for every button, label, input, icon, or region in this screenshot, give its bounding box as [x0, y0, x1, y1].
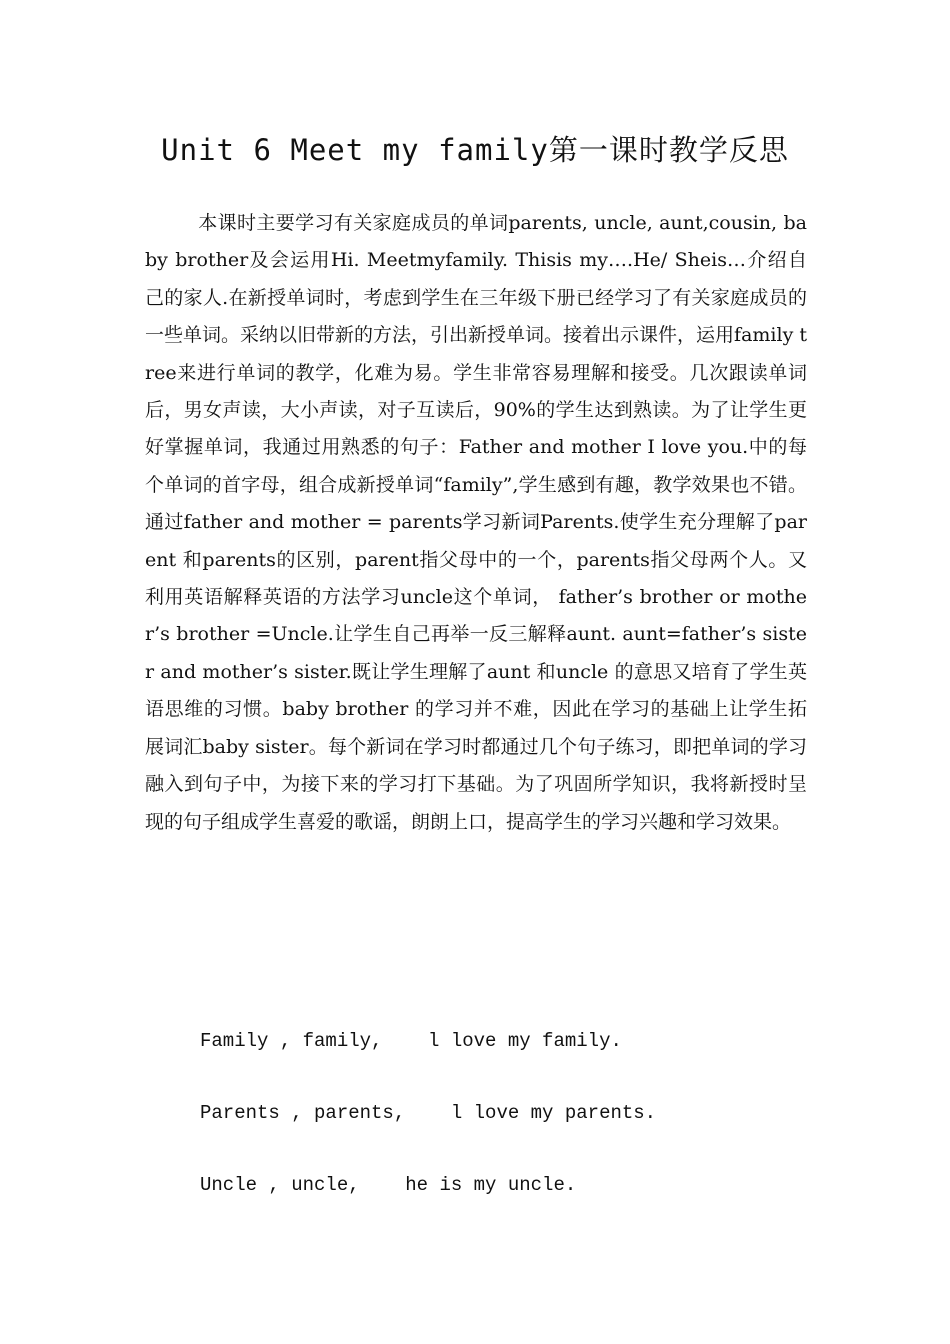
reflection-paragraph: 本课时主要学习有关家庭成员的单词parents, uncle, aunt,cousin, baby brother及会运用Hi. Meetmyfamily. Thisis my….He/ Sheis…介绍自己的家人.在新授单词时，考虑到学生在三年级下册已经学习了有关家庭成员的一些单词。采纳以旧带新的方法，引出新授单词。接着出示课件，运用family tree来进行单词的教学，化难为易。学生非常容易理解和接受。几次跟读单词后，男女声读，大小声读，对子互读后，90%的学生达到熟读。为了让学生更好掌握单词，我通过用熟悉的句子：Father and mother I love you.中的每个单词的首字母，组合成新授单词“family”,学生感到有趣，教学效果也不错。通过father and mother = parents学习新词Parents.使学生充分理解了parent 和parents的区别，parent指父母中的一个，parents指父母两个人。又利用英语解释英语的方法学习uncle这个单词， father’s brother or mother’s brother =Uncle.让学生自己再举一反三解释aunt. aunt=father’s sister and mother’s sister.既让学生理解了aunt 和uncle 的意思又培育了学生英语思维的习惯。baby brother 的学习并不难，因此在学习的基础上让学生拓展词汇baby sister。每个新词在学习时都通过几个句子练习，即把单词的学习融入到句子中，为接下来的学习打下基础。为了巩固所学知识，我将新授时呈现的句子组成学生喜爱的歌谣，朗朗上口，提高学生的学习兴趣和学习效果。 [145, 212, 807, 833]
chant-line: Parents , parents, l love my parents. [200, 1102, 657, 1124]
document-title: Unit 6 Meet my family第一课时教学反思 [161, 133, 789, 167]
chant-line: Family , family, l love my family. [200, 1030, 622, 1052]
chant-line: Uncle , uncle, he is my uncle. [200, 1174, 577, 1196]
